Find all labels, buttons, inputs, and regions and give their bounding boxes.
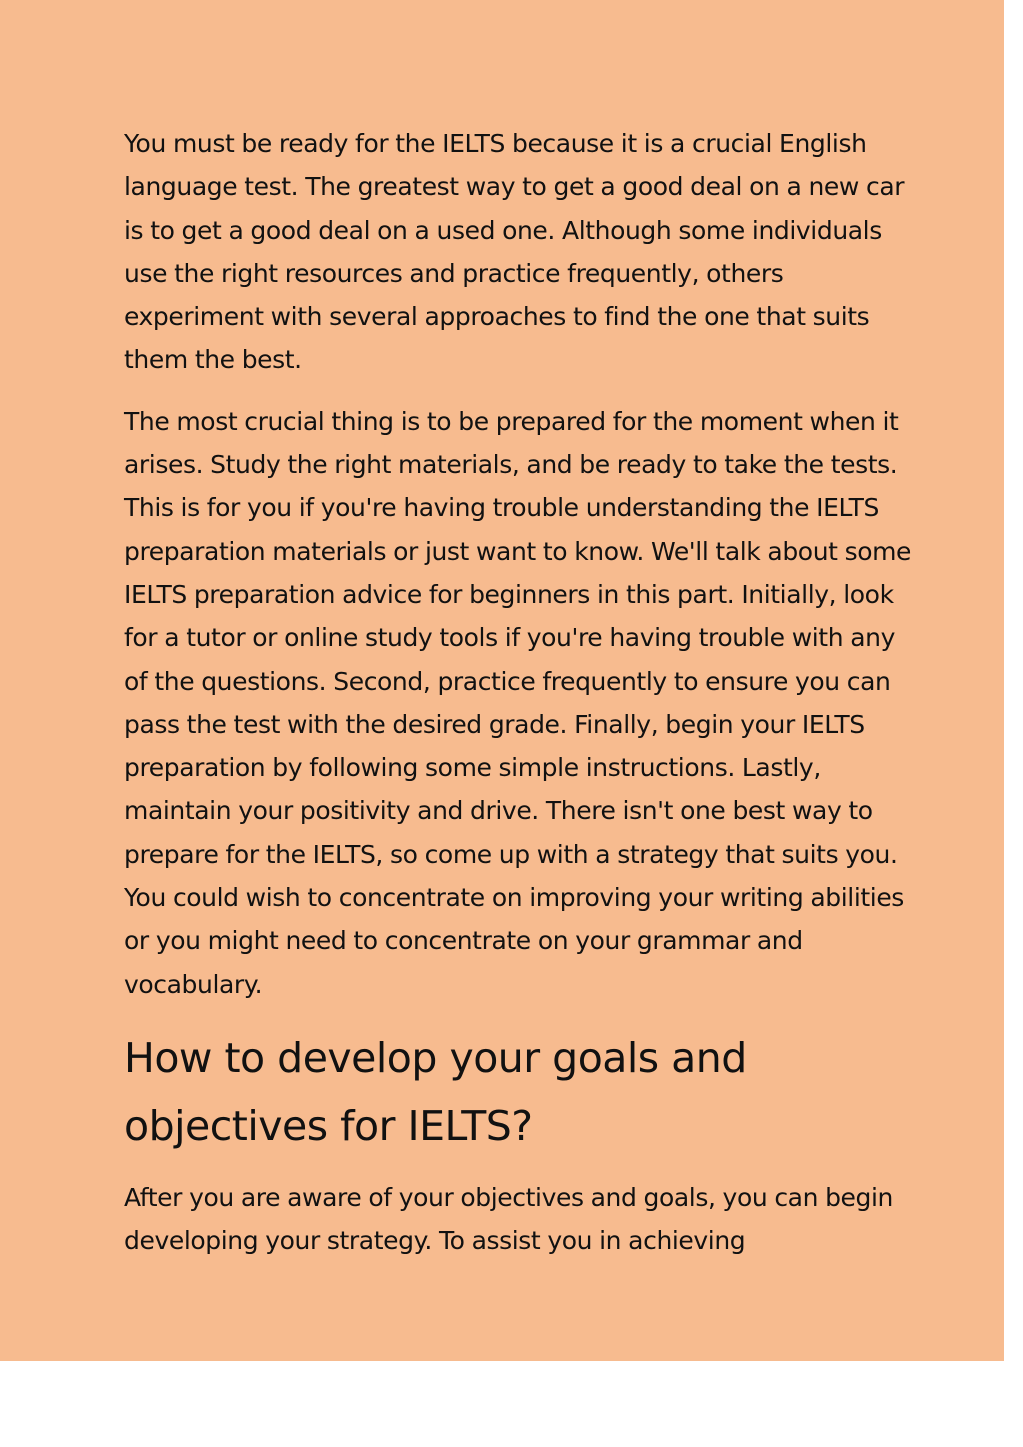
body-paragraph-1: You must be ready for the IELTS because it is a crucial English language test. The greatest way to get a good deal on a new car is to get a good deal on a used one. Although some individuals use the right resources and practice frequently, others experiment with several approaches to find the one that suits them the best. — [124, 129, 905, 375]
page-content — [124, 122, 914, 1281]
body-paragraph-3: After you are aware of your objectives and goals, you can begin developing your strategy. To assist you in achieving — [124, 1182, 893, 1256]
body-paragraph-2: The most crucial thing is to be prepared for the moment when it arises. Study the right materials, and be ready to take the tests. This is for you if you're having trouble understanding the IELTS preparation materials or just want to know. We'll talk about some IELTS preparation advice for beginners in this part. Initially, look for a tutor or online study tools if you're having trouble with any of the questions. Second, practice frequently to ensure you can pass the test with the desired grade. Finally, begin your IELTS preparation by following some simple instructions. Lastly, maintain your positivity and drive. There isn't one best way to prepare for the IELTS, so come up with a strategy that suits you. You could wish to concentrate on improving your writing abilities or you might need to concentrate on your grammar and vocabulary. — [124, 406, 912, 999]
section-heading: How to develop your goals and objectives for IELTS? — [124, 1033, 747, 1150]
